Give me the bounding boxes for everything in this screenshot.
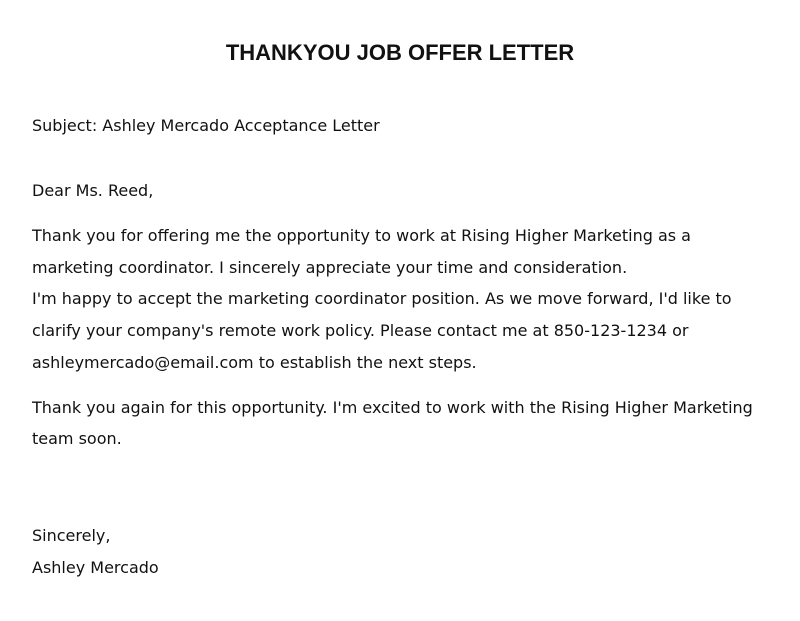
body-line: Thank you for offering me the opportunity to work at Rising Higher Marketing as a [32, 226, 691, 245]
signature-name: Ashley Mercado [32, 558, 159, 577]
subject-line: Subject: Ashley Mercado Acceptance Letter [32, 116, 380, 135]
closing-line: Sincerely, [32, 526, 111, 545]
body-line: marketing coordinator. I sincerely appreciate your time and consideration. [32, 258, 628, 277]
body-line: team soon. [32, 429, 122, 448]
body-line: Thank you again for this opportunity. I'm excited to work with the Rising Higher Marketing [32, 398, 753, 417]
body-line: I'm happy to accept the marketing coordinator position. As we move forward, I'd like to [32, 289, 732, 308]
body-line: clarify your company's remote work policy. Please contact me at 850-123-1234 or [32, 321, 689, 340]
document-title: THANKYOU JOB OFFER LETTER [225, 40, 575, 65]
greeting-line: Dear Ms. Reed, [32, 181, 154, 200]
body-line: ashleymercado@email.com to establish the next steps. [32, 353, 477, 372]
